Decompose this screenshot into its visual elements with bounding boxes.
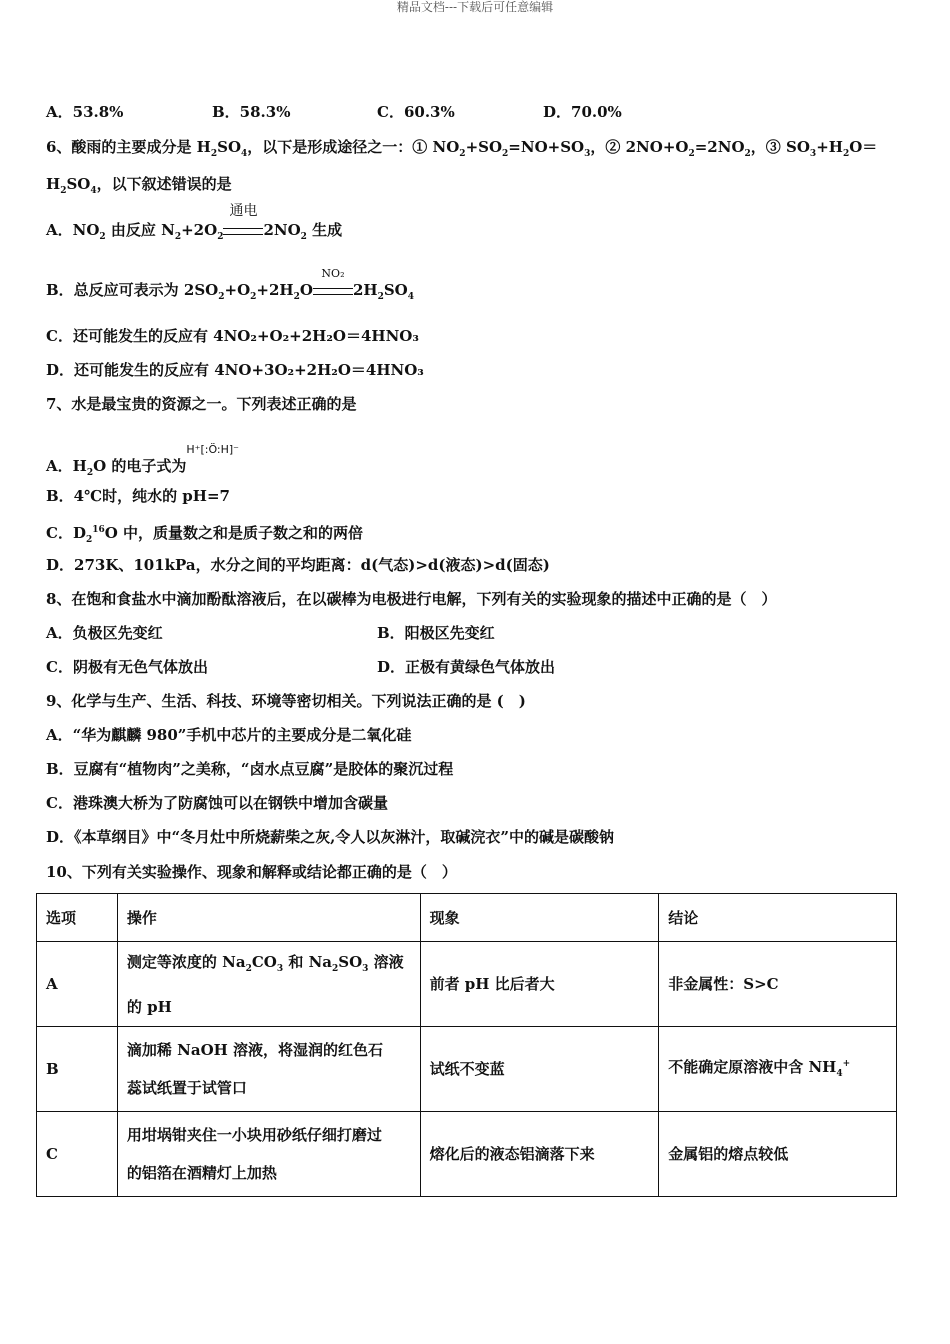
q8-option-d: D．正极有黄绿色气体放出: [377, 658, 556, 676]
q9-option-b: B．豆腐有“植物肉”之美称，“卤水点豆腐”是胶体的聚沉过程: [46, 760, 454, 778]
q7-stem: 7、水是最宝贵的资源之一。下列表述正确的是: [46, 395, 357, 413]
q9-option-c: C．港珠澳大桥为了防腐蚀可以在钢铁中增加含碳量: [46, 794, 388, 812]
q6-option-d: D．还可能发生的反应有 4NO+3O₂+2H₂O＝4HNO₃: [46, 361, 424, 379]
q9-stem: 9、化学与生产、生活、科技、环境等密切相关。下列说法正确的是 ( ): [46, 692, 526, 710]
operation-cell: 用坩埚钳夹住一小块用砂纸仔细打磨过 的铝箔在酒精灯上加热: [117, 1112, 420, 1197]
phenomenon-cell: 试纸不变蓝: [420, 1027, 659, 1112]
operation-cell: 测定等浓度的 $Na_2CO_3$ 和 $Na_2SO_3$ 溶液 的 pH: [117, 942, 420, 1027]
q8-option-a: A．负极区先变红: [46, 624, 163, 642]
header-cell: 现象: [420, 894, 659, 942]
q5-option-d: D．70.0%: [543, 103, 622, 121]
q6-option-c: C．还可能发生的反应有 4NO₂+O₂+2H₂O＝4HNO₃: [46, 327, 419, 345]
table-row: [37, 1112, 897, 1197]
q7-option-b: B．4℃时，纯水的 pH=7: [46, 487, 230, 505]
q9-option-d: D．《本草纲目》中“冬月灶中所烧薪柴之灰,令人以灰淋汁，取碱浣衣”中的碱是碳酸钠: [46, 828, 614, 846]
q6-stem-line1: 6、酸雨的主要成分是 $H_2SO_4$，以下是形成途径之一：① $NO_2+SO_2=NO+SO_3$，② $2NO+O_2=2NO_2$，③ $SO_3+H_2O=$: [46, 138, 878, 159]
q10-stem: 10、下列有关实验操作、现象和解释或结论都正确的是（ ）: [46, 863, 457, 881]
q8-stem: 8、在饱和食盐水中滴加酚酞溶液后，在以碳棒为电极进行电解，下列有关的实验现象的描述中正确的是（ ）: [46, 590, 777, 608]
q6-option-b: B．总反应可表示为 $2SO_2+O_2+2H_2O$ NO₂ $2H_2SO_4$: [46, 267, 414, 302]
phenomenon-cell: 熔化后的液态铝滴落下来: [420, 1112, 659, 1197]
header-cell: 选项: [37, 894, 118, 942]
row-key-cell: C: [37, 1112, 118, 1197]
q10-table: [36, 893, 897, 1197]
phenomenon-cell: 前者 pH 比后者大: [420, 942, 659, 1027]
conclusion-cell: 不能确定原溶液中含 $NH_4^+$: [659, 1027, 897, 1112]
q8-option-c: C．阴极有无色气体放出: [46, 658, 208, 676]
row-key-cell: A: [37, 942, 118, 1027]
q6-option-a: A．$NO_2$ 由反应 $N_2+2O_2$ 通电 $2NO_2$ 生成: [46, 203, 343, 242]
q8-option-b: B．阳极区先变红: [377, 624, 495, 642]
q5-option-b: B．58.3%: [212, 103, 291, 121]
q7-option-a: A．$H_2O$ 的电子式为H⁺[:Ö:H]⁻: [46, 440, 239, 483]
q7-option-d: D．273K、101kPa，水分之间的平均距离：d(气态)>d(液态)>d(固态): [46, 556, 550, 574]
q5-option-c: C．60.3%: [377, 103, 455, 121]
conclusion-cell: 金属铝的熔点较低: [659, 1112, 897, 1197]
table-header-row: [37, 894, 897, 942]
row-key-cell: B: [37, 1027, 118, 1112]
operation-cell: 滴加稀 NaOH 溶液，将湿润的红色石 蕊试纸置于试管口: [117, 1027, 420, 1112]
table-row: [37, 942, 897, 1027]
q7-option-c: C．$D_2^{16}O$ 中，质量数之和是质子数之和的两倍: [46, 524, 364, 545]
conclusion-cell: 非金属性：S>C: [659, 942, 897, 1027]
q9-option-a: A．“华为麒麟 980”手机中芯片的主要成分是二氧化硅: [46, 726, 412, 744]
header-cell: 结论: [659, 894, 897, 942]
page-header: 精品文档---下载后可任意编辑: [396, 0, 554, 14]
q6-stem-line2: $H_2SO_4$，以下叙述错误的是: [46, 175, 232, 196]
header-cell: 操作: [117, 894, 420, 942]
q5-option-a: A．53.8%: [46, 103, 124, 121]
water-electron-formula: H⁺[:Ö:H]⁻: [186, 443, 239, 456]
table-row: [37, 1027, 897, 1112]
